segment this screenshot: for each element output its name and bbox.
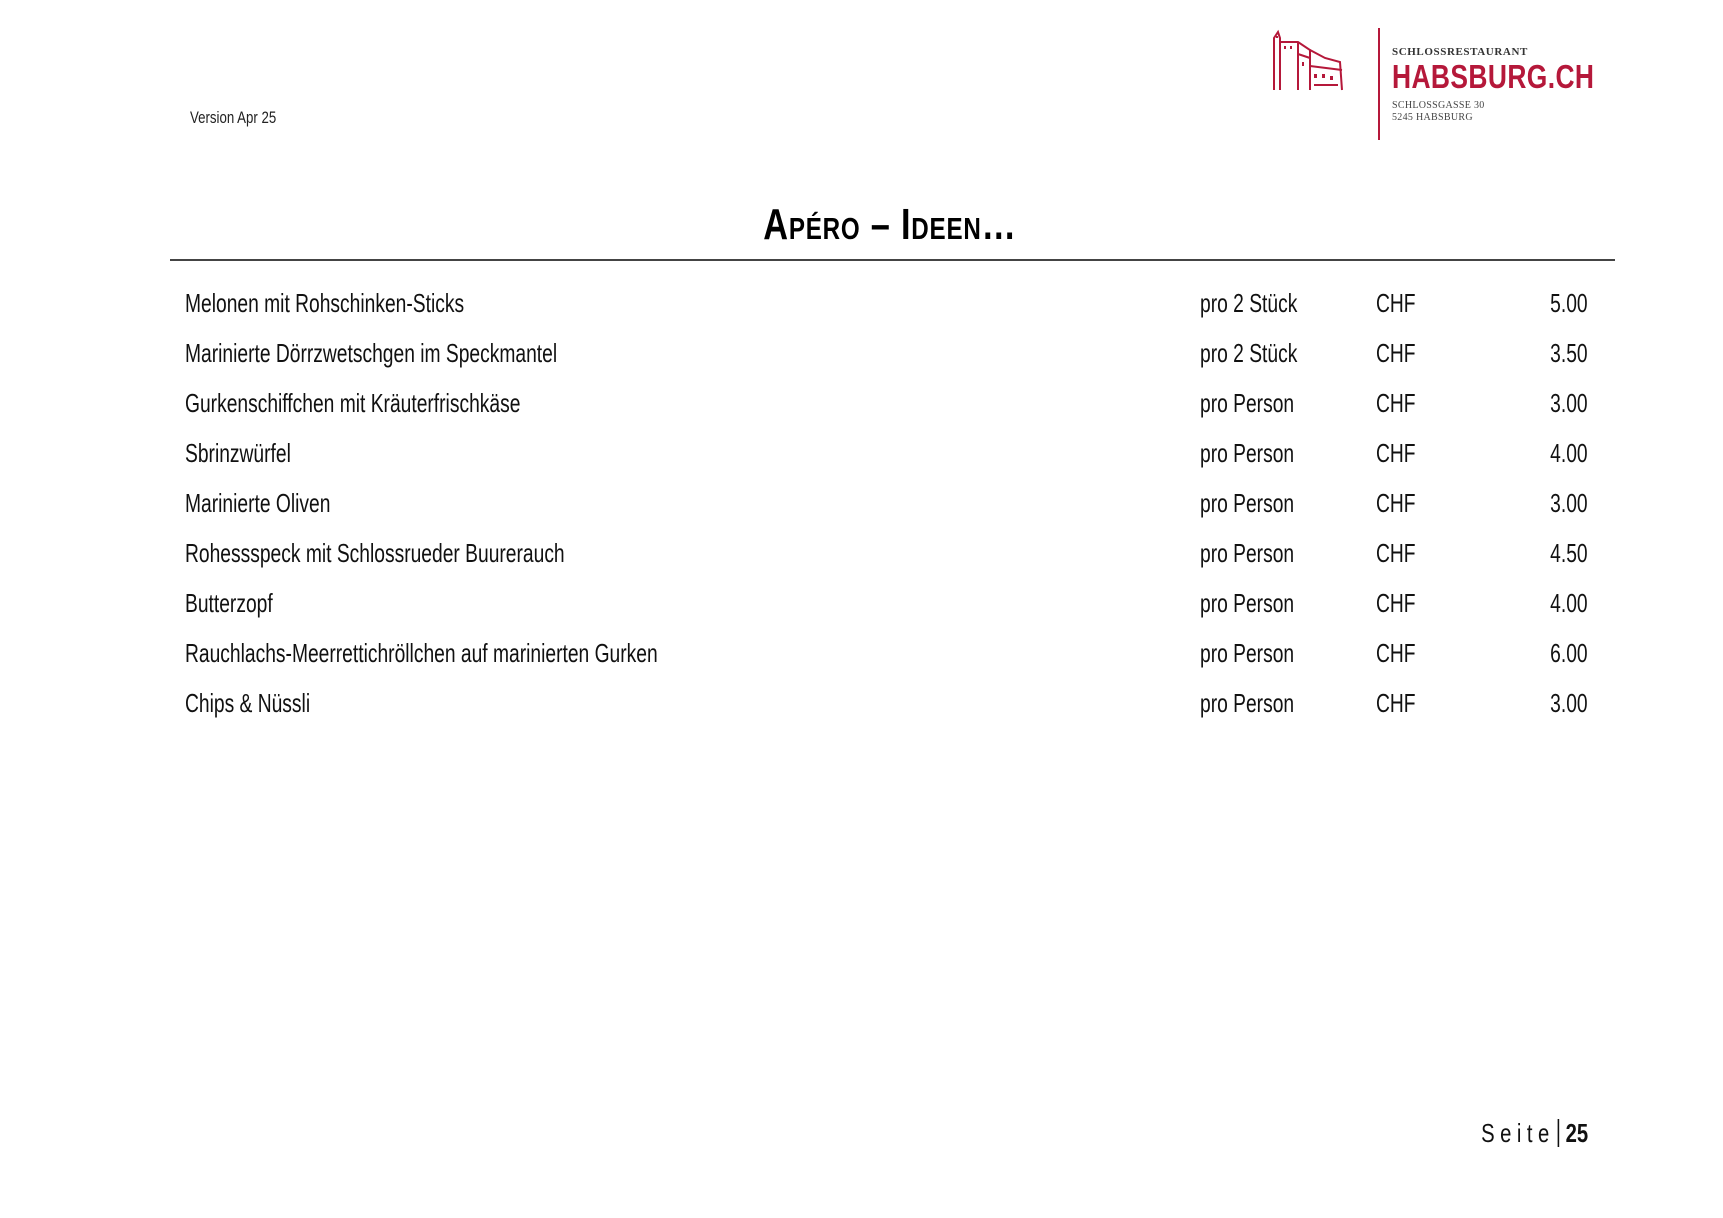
logo-name: HABSBURG.CH: [1392, 58, 1595, 95]
menu-item-name: Butterzopf: [185, 588, 273, 618]
restaurant-logo: [1270, 28, 1610, 143]
menu-item-unit: pro Person: [1200, 388, 1295, 418]
menu-item-price: 6.00: [1550, 638, 1588, 668]
page-footer: [1481, 1118, 1588, 1149]
menu-item: [0, 632, 1723, 682]
logo-address-street: SCHLOSSGASSE 30: [1392, 100, 1485, 111]
menu-item-name: Chips & Nüssli: [185, 688, 311, 718]
menu-item-name: Marinierte Oliven: [185, 488, 331, 518]
menu-item-currency: CHF: [1376, 588, 1416, 618]
menu-item-unit: pro 2 Stück: [1200, 338, 1298, 368]
menu-item-price: 3.00: [1550, 388, 1588, 418]
menu-item: [0, 582, 1723, 632]
menu-item: [0, 332, 1723, 382]
menu-list: [0, 282, 1723, 732]
footer-page-number: 25: [1565, 1118, 1588, 1148]
footer-separator: [1558, 1119, 1560, 1147]
menu-item-unit: pro Person: [1200, 588, 1295, 618]
menu-item-name: Gurkenschiffchen mit Kräuterfrischkäse: [185, 388, 521, 418]
footer-page-label: Seite: [1480, 1118, 1555, 1148]
logo-address-city: 5245 HABSBURG: [1392, 112, 1473, 123]
menu-item-unit: pro 2 Stück: [1200, 288, 1298, 318]
menu-item-price: 4.00: [1550, 588, 1588, 618]
page-title: Apéro – Ideen…: [763, 200, 1017, 249]
menu-item: [0, 532, 1723, 582]
menu-item-currency: CHF: [1376, 538, 1416, 568]
logo-divider: [1378, 28, 1380, 140]
menu-item-name: Rauchlachs-Meerrettichröllchen auf marinierten Gurken: [185, 638, 658, 668]
menu-item-currency: CHF: [1376, 638, 1416, 668]
menu-item: [0, 432, 1723, 482]
menu-item-price: 4.50: [1550, 538, 1588, 568]
menu-item: [0, 682, 1723, 732]
menu-item: [0, 282, 1723, 332]
menu-item: [0, 382, 1723, 432]
menu-item-unit: pro Person: [1200, 638, 1295, 668]
menu-item-currency: CHF: [1376, 338, 1416, 368]
menu-item-unit: pro Person: [1200, 438, 1295, 468]
menu-item-unit: pro Person: [1200, 488, 1295, 518]
version-label: Version Apr 25: [190, 108, 277, 127]
menu-item-name: Melonen mit Rohschinken-Sticks: [185, 288, 465, 318]
menu-item: [0, 482, 1723, 532]
menu-item-price: 3.50: [1550, 338, 1588, 368]
menu-item-name: Marinierte Dörrzwetschgen im Speckmantel: [185, 338, 558, 368]
title-divider: [170, 259, 1615, 261]
menu-item-price: 3.00: [1550, 488, 1588, 518]
menu-item-price: 5.00: [1550, 288, 1588, 318]
menu-item-unit: pro Person: [1200, 538, 1295, 568]
menu-item-unit: pro Person: [1200, 688, 1295, 718]
menu-item-price: 3.00: [1550, 688, 1588, 718]
menu-item-name: Rohessspeck mit Schlossrueder Buurerauch: [185, 538, 565, 568]
menu-item-currency: CHF: [1376, 438, 1416, 468]
menu-item-currency: CHF: [1376, 688, 1416, 718]
menu-item-currency: CHF: [1376, 288, 1416, 318]
logo-subtitle: SCHLOSSRESTAURANT: [1392, 46, 1528, 58]
menu-item-currency: CHF: [1376, 488, 1416, 518]
castle-icon: [1270, 28, 1370, 108]
menu-item-price: 4.00: [1550, 438, 1588, 468]
menu-item-name: Sbrinzwürfel: [185, 438, 291, 468]
menu-item-currency: CHF: [1376, 388, 1416, 418]
